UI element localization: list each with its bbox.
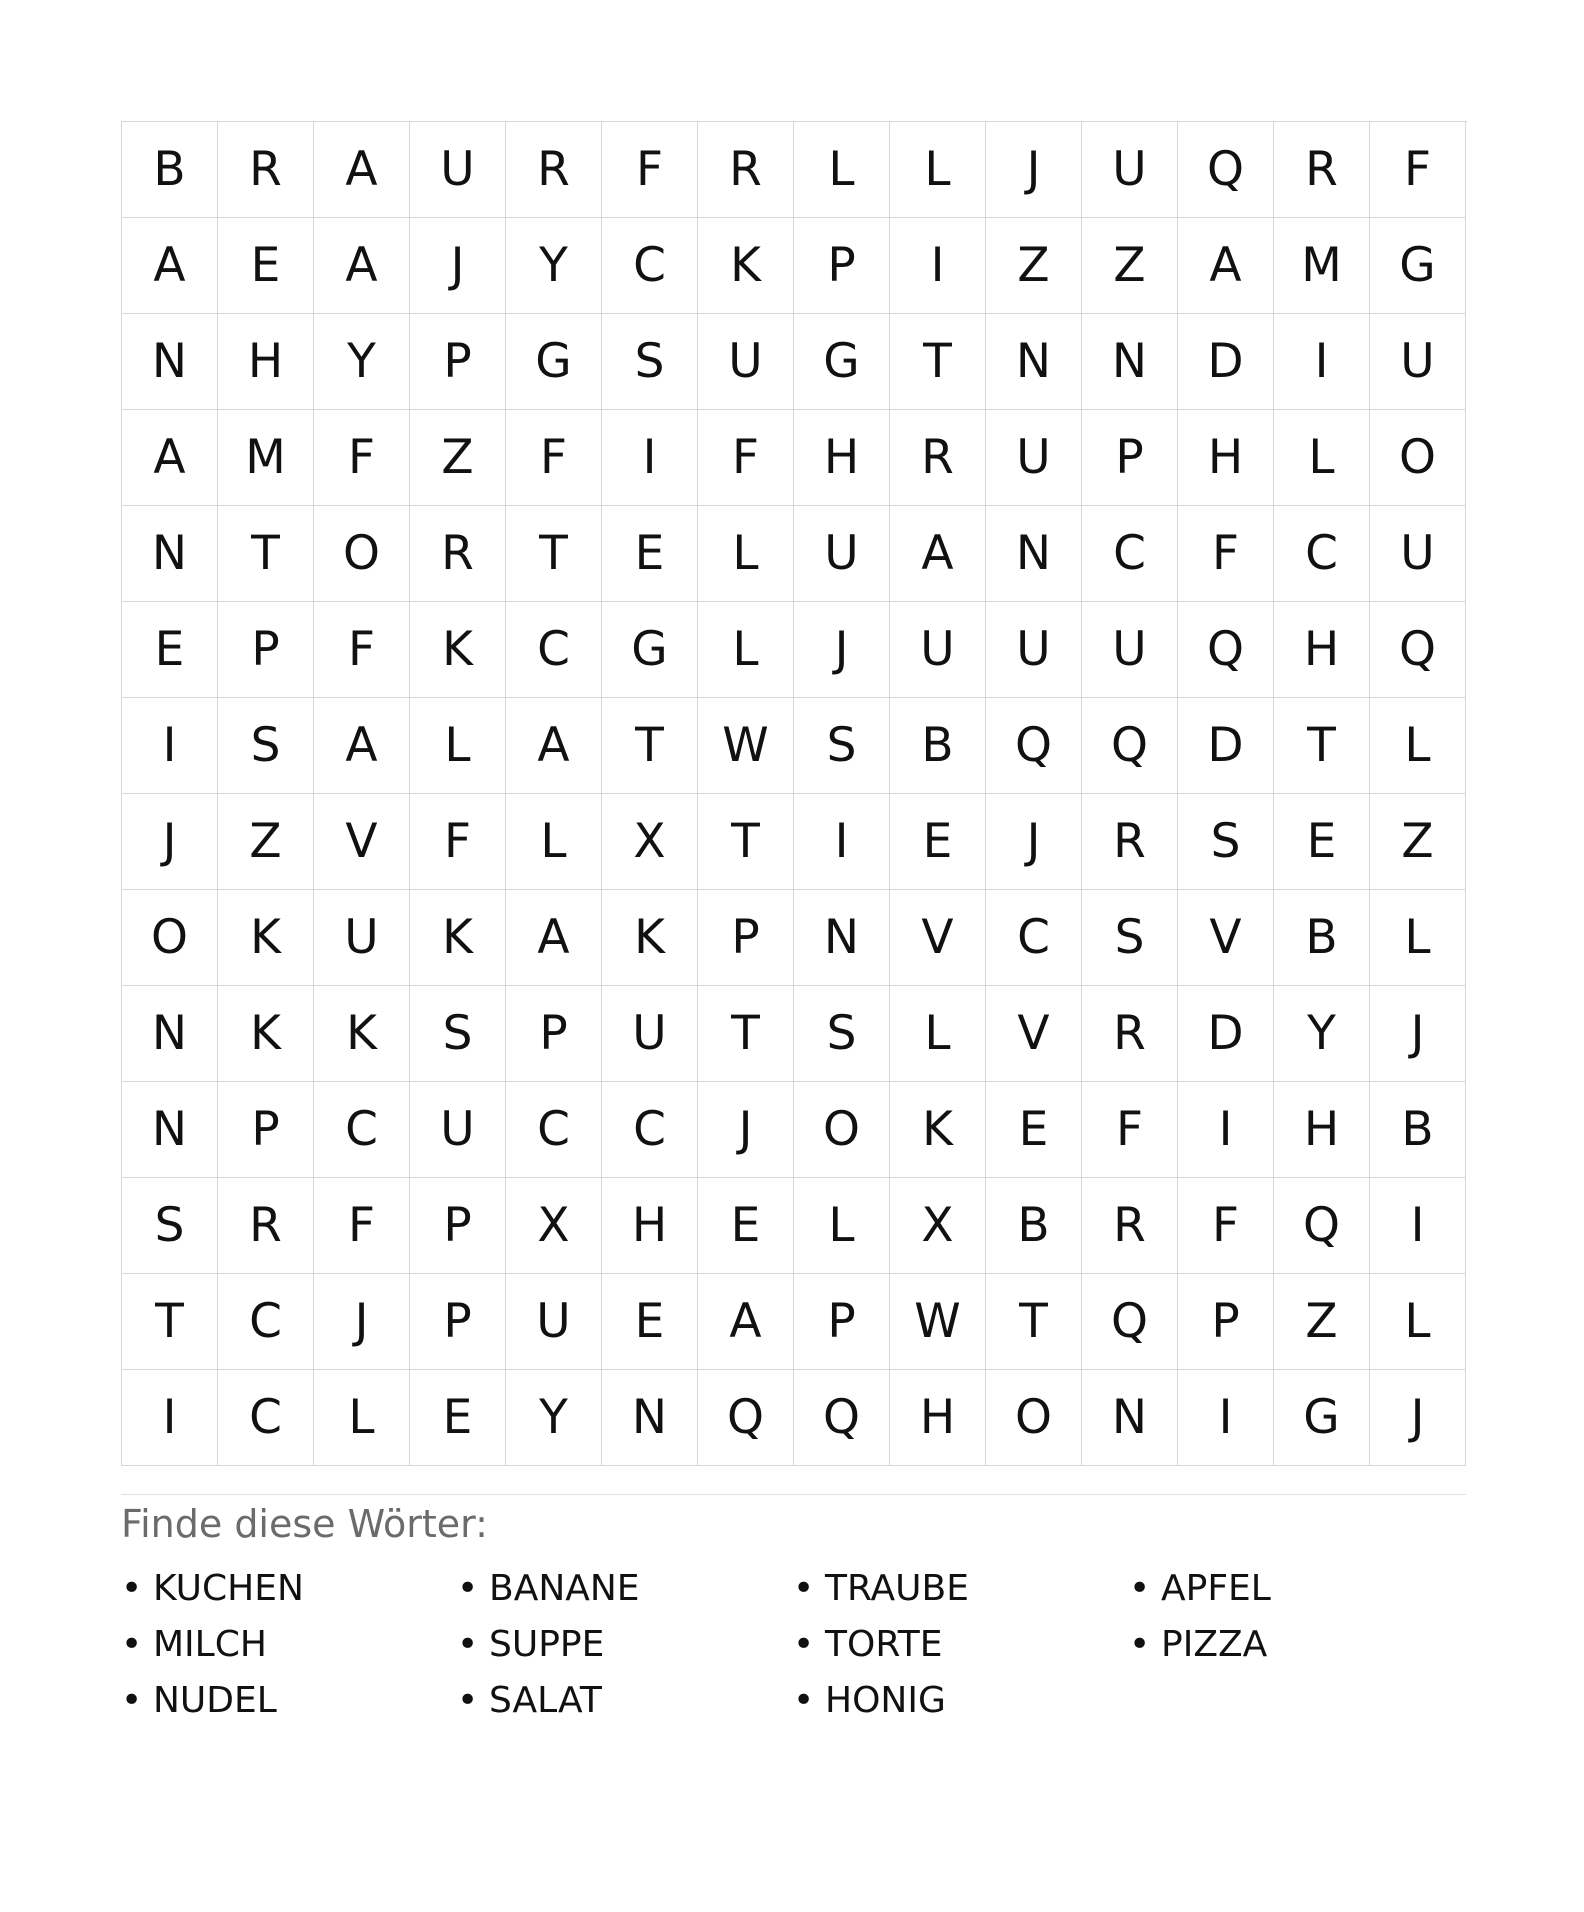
bullet-icon: • — [457, 1679, 479, 1721]
grid-cell[interactable]: P — [410, 314, 506, 410]
grid-cell[interactable]: U — [794, 506, 890, 602]
grid-cell[interactable]: R — [218, 122, 314, 218]
grid-cell[interactable]: I — [794, 794, 890, 890]
letter-grid[interactable] — [121, 121, 1467, 1466]
grid-cell[interactable]: J — [410, 218, 506, 314]
grid-cell[interactable]: A — [314, 698, 410, 794]
grid-cell[interactable]: O — [122, 890, 218, 986]
grid-cell[interactable]: L — [506, 794, 602, 890]
grid-cell[interactable]: U — [890, 602, 986, 698]
grid-cell[interactable]: F — [1370, 122, 1466, 218]
grid-cell[interactable]: N — [122, 1082, 218, 1178]
grid-cell[interactable]: V — [890, 890, 986, 986]
grid-cell[interactable]: C — [506, 602, 602, 698]
grid-cell[interactable]: O — [314, 506, 410, 602]
word-label: KUCHEN — [153, 1567, 304, 1609]
grid-cell[interactable]: N — [794, 890, 890, 986]
grid-cell[interactable]: V — [1178, 890, 1274, 986]
word-label: TRAUBE — [825, 1567, 969, 1609]
grid-cell[interactable]: A — [890, 506, 986, 602]
grid-cell[interactable]: D — [1178, 698, 1274, 794]
grid-cell[interactable]: H — [1274, 1082, 1370, 1178]
grid-cell[interactable]: K — [602, 890, 698, 986]
grid-cell[interactable]: M — [218, 410, 314, 506]
grid-cell[interactable]: L — [314, 1370, 410, 1466]
word-label: MILCH — [153, 1623, 267, 1665]
grid-cell[interactable]: L — [890, 986, 986, 1082]
grid-cell[interactable]: Z — [1082, 218, 1178, 314]
grid-cell[interactable]: Y — [1274, 986, 1370, 1082]
grid-cell[interactable]: N — [122, 314, 218, 410]
bullet-icon: • — [793, 1679, 815, 1721]
grid-cell[interactable]: H — [1274, 602, 1370, 698]
grid-cell[interactable]: T — [122, 1274, 218, 1370]
grid-cell[interactable]: A — [314, 218, 410, 314]
grid-cell[interactable]: J — [1370, 1370, 1466, 1466]
grid-cell[interactable]: Q — [1082, 1274, 1178, 1370]
word-list-item — [793, 1616, 1129, 1672]
bullet-icon: • — [793, 1567, 815, 1609]
grid-cell[interactable]: R — [890, 410, 986, 506]
grid-cell[interactable]: U — [410, 122, 506, 218]
grid-cell[interactable]: U — [602, 986, 698, 1082]
grid-cell[interactable]: F — [314, 1178, 410, 1274]
divider — [121, 1494, 1466, 1495]
grid-cell[interactable]: F — [314, 602, 410, 698]
grid-cell[interactable]: C — [1274, 506, 1370, 602]
grid-cell[interactable]: T — [1274, 698, 1370, 794]
bullet-icon: • — [121, 1567, 143, 1609]
grid-cell[interactable]: T — [698, 794, 794, 890]
grid-cell[interactable]: U — [698, 314, 794, 410]
grid-cell[interactable]: E — [602, 506, 698, 602]
grid-cell[interactable]: X — [602, 794, 698, 890]
grid-cell[interactable]: J — [986, 122, 1082, 218]
grid-cell[interactable]: H — [218, 314, 314, 410]
grid-cell[interactable]: J — [986, 794, 1082, 890]
grid-cell[interactable]: Q — [1178, 122, 1274, 218]
grid-cell[interactable]: A — [1178, 218, 1274, 314]
grid-cell[interactable]: T — [986, 1274, 1082, 1370]
grid-cell[interactable]: T — [218, 506, 314, 602]
grid-cell[interactable]: A — [506, 698, 602, 794]
grid-cell[interactable]: J — [1370, 986, 1466, 1082]
grid-cell[interactable]: C — [602, 1082, 698, 1178]
grid-cell[interactable]: K — [890, 1082, 986, 1178]
grid-cell[interactable]: I — [890, 218, 986, 314]
grid-cell[interactable]: B — [1370, 1082, 1466, 1178]
grid-cell[interactable]: N — [1082, 1370, 1178, 1466]
grid-cell[interactable]: U — [1370, 314, 1466, 410]
grid-cell[interactable]: I — [1274, 314, 1370, 410]
grid-cell[interactable]: B — [1274, 890, 1370, 986]
grid-cell[interactable]: J — [698, 1082, 794, 1178]
grid-cell[interactable]: O — [986, 1370, 1082, 1466]
word-list-item — [1129, 1560, 1465, 1616]
grid-cell[interactable]: F — [410, 794, 506, 890]
grid-cell[interactable]: S — [794, 986, 890, 1082]
grid-cell[interactable]: L — [794, 1178, 890, 1274]
grid-cell[interactable]: K — [698, 218, 794, 314]
grid-cell[interactable]: L — [410, 698, 506, 794]
grid-cell[interactable]: Q — [1082, 698, 1178, 794]
grid-cell[interactable]: U — [986, 602, 1082, 698]
grid-cell[interactable]: P — [698, 890, 794, 986]
grid-cell[interactable]: L — [1370, 1274, 1466, 1370]
bullet-icon: • — [1129, 1623, 1151, 1665]
grid-cell[interactable]: J — [314, 1274, 410, 1370]
word-label: BANANE — [489, 1567, 640, 1609]
grid-cell[interactable]: E — [890, 794, 986, 890]
grid-cell[interactable]: W — [698, 698, 794, 794]
bullet-icon: • — [121, 1679, 143, 1721]
word-label: TORTE — [825, 1623, 943, 1665]
grid-cell[interactable]: T — [890, 314, 986, 410]
grid-cell[interactable]: U — [986, 410, 1082, 506]
grid-cell[interactable]: C — [1082, 506, 1178, 602]
grid-cell[interactable]: S — [218, 698, 314, 794]
grid-cell[interactable]: W — [890, 1274, 986, 1370]
bullet-icon: • — [121, 1623, 143, 1665]
grid-cell[interactable]: Q — [698, 1370, 794, 1466]
grid-cell[interactable]: P — [218, 1082, 314, 1178]
grid-cell[interactable]: V — [986, 986, 1082, 1082]
grid-cell[interactable]: G — [1274, 1370, 1370, 1466]
grid-cell[interactable]: L — [794, 122, 890, 218]
grid-cell[interactable]: E — [986, 1082, 1082, 1178]
grid-cell[interactable]: F — [314, 410, 410, 506]
grid-cell[interactable]: S — [794, 698, 890, 794]
grid-cell[interactable]: U — [1082, 122, 1178, 218]
grid-cell[interactable]: C — [314, 1082, 410, 1178]
grid-cell[interactable]: R — [698, 122, 794, 218]
grid-cell[interactable]: G — [794, 314, 890, 410]
word-search-puzzle — [121, 121, 1466, 1728]
grid-cell[interactable]: G — [1370, 218, 1466, 314]
grid-cell[interactable]: F — [506, 410, 602, 506]
word-label: HONIG — [825, 1679, 946, 1721]
grid-cell[interactable]: E — [410, 1370, 506, 1466]
grid-cell[interactable]: K — [218, 890, 314, 986]
grid-cell[interactable]: S — [602, 314, 698, 410]
grid-cell[interactable]: I — [122, 698, 218, 794]
grid-cell[interactable]: R — [1082, 986, 1178, 1082]
grid-cell[interactable]: Y — [314, 314, 410, 410]
grid-cell[interactable]: Z — [410, 410, 506, 506]
grid-cell[interactable]: N — [122, 506, 218, 602]
grid-cell[interactable]: F — [602, 122, 698, 218]
grid-cell[interactable]: G — [506, 314, 602, 410]
word-list — [121, 1560, 1466, 1728]
grid-cell[interactable]: Z — [218, 794, 314, 890]
word-label: NUDEL — [153, 1679, 277, 1721]
word-list-prompt: Finde diese Wörter: — [121, 1502, 488, 1546]
word-list-item — [457, 1616, 793, 1672]
grid-cell[interactable]: Q — [1274, 1178, 1370, 1274]
grid-cell[interactable]: Q — [1178, 602, 1274, 698]
grid-cell[interactable]: P — [794, 218, 890, 314]
grid-cell[interactable]: F — [698, 410, 794, 506]
grid-cell[interactable]: I — [122, 1370, 218, 1466]
grid-cell[interactable]: V — [314, 794, 410, 890]
grid-cell[interactable]: A — [314, 122, 410, 218]
grid-cell[interactable]: L — [698, 602, 794, 698]
grid-cell[interactable]: R — [1274, 122, 1370, 218]
grid-cell[interactable]: E — [218, 218, 314, 314]
grid-cell[interactable]: L — [1370, 890, 1466, 986]
grid-cell[interactable]: P — [1178, 1274, 1274, 1370]
grid-cell[interactable]: C — [218, 1274, 314, 1370]
grid-cell[interactable]: T — [602, 698, 698, 794]
grid-cell[interactable]: K — [314, 986, 410, 1082]
grid-cell[interactable]: Q — [794, 1370, 890, 1466]
grid-cell[interactable]: S — [1178, 794, 1274, 890]
grid-cell[interactable]: Q — [986, 698, 1082, 794]
grid-cell[interactable]: H — [1178, 410, 1274, 506]
bullet-icon: • — [457, 1567, 479, 1609]
grid-cell[interactable]: T — [506, 506, 602, 602]
grid-cell[interactable]: Q — [1370, 602, 1466, 698]
grid-cell[interactable]: C — [986, 890, 1082, 986]
grid-cell[interactable]: S — [410, 986, 506, 1082]
grid-cell[interactable]: B — [986, 1178, 1082, 1274]
word-list-item — [121, 1616, 457, 1672]
word-list-item — [457, 1560, 793, 1616]
grid-cell[interactable]: N — [986, 314, 1082, 410]
grid-cell[interactable]: H — [794, 410, 890, 506]
word-label: SUPPE — [489, 1623, 605, 1665]
bullet-icon: • — [457, 1623, 479, 1665]
grid-cell[interactable]: I — [1370, 1178, 1466, 1274]
grid-cell[interactable]: L — [1274, 410, 1370, 506]
grid-cell[interactable]: X — [890, 1178, 986, 1274]
grid-cell[interactable]: L — [1370, 698, 1466, 794]
grid-cell[interactable]: P — [794, 1274, 890, 1370]
word-list-item — [1129, 1616, 1465, 1672]
grid-cell[interactable]: T — [698, 986, 794, 1082]
grid-cell[interactable]: E — [1274, 794, 1370, 890]
word-list-item — [121, 1560, 457, 1616]
word-list-item — [121, 1672, 457, 1728]
grid-cell[interactable]: M — [1274, 218, 1370, 314]
grid-cell[interactable]: Y — [506, 1370, 602, 1466]
grid-cell[interactable]: I — [1178, 1370, 1274, 1466]
word-label: PIZZA — [1161, 1623, 1268, 1665]
grid-cell[interactable]: P — [218, 602, 314, 698]
grid-cell[interactable]: Z — [1274, 1274, 1370, 1370]
grid-cell[interactable]: P — [410, 1178, 506, 1274]
grid-cell[interactable]: K — [410, 602, 506, 698]
grid-cell[interactable]: P — [1082, 410, 1178, 506]
grid-cell[interactable]: R — [506, 122, 602, 218]
grid-cell[interactable]: L — [698, 506, 794, 602]
grid-cell[interactable]: F — [1178, 506, 1274, 602]
grid-cell[interactable]: H — [890, 1370, 986, 1466]
grid-cell[interactable]: I — [602, 410, 698, 506]
grid-cell[interactable]: N — [602, 1370, 698, 1466]
grid-cell[interactable]: E — [602, 1274, 698, 1370]
grid-cell[interactable]: K — [410, 890, 506, 986]
grid-cell[interactable]: R — [1082, 794, 1178, 890]
grid-cell[interactable]: U — [1082, 602, 1178, 698]
grid-cell[interactable]: D — [1178, 986, 1274, 1082]
grid-cell[interactable]: U — [1370, 506, 1466, 602]
grid-cell[interactable]: U — [314, 890, 410, 986]
grid-cell[interactable]: N — [122, 986, 218, 1082]
grid-cell[interactable]: O — [794, 1082, 890, 1178]
grid-cell[interactable]: S — [122, 1178, 218, 1274]
grid-cell[interactable]: Z — [986, 218, 1082, 314]
grid-cell[interactable]: L — [890, 122, 986, 218]
grid-cell[interactable]: B — [122, 122, 218, 218]
grid-cell[interactable]: R — [218, 1178, 314, 1274]
grid-cell[interactable]: Z — [1370, 794, 1466, 890]
grid-cell[interactable]: X — [506, 1178, 602, 1274]
grid-cell[interactable]: D — [1178, 314, 1274, 410]
grid-cell[interactable]: U — [506, 1274, 602, 1370]
word-list-item — [793, 1560, 1129, 1616]
word-label: SALAT — [489, 1679, 602, 1721]
grid-cell[interactable]: A — [122, 218, 218, 314]
grid-cell[interactable]: F — [1178, 1178, 1274, 1274]
word-label: APFEL — [1161, 1567, 1271, 1609]
grid-cell[interactable]: A — [506, 890, 602, 986]
grid-cell[interactable]: C — [506, 1082, 602, 1178]
grid-cell[interactable]: U — [410, 1082, 506, 1178]
grid-cell[interactable]: J — [122, 794, 218, 890]
grid-cell[interactable]: E — [122, 602, 218, 698]
bullet-icon: • — [793, 1623, 815, 1665]
word-list-item — [793, 1672, 1129, 1728]
grid-cell[interactable]: O — [1370, 410, 1466, 506]
grid-cell[interactable]: K — [218, 986, 314, 1082]
bullet-icon: • — [1129, 1567, 1151, 1609]
grid-cell[interactable]: F — [1082, 1082, 1178, 1178]
grid-cell[interactable]: P — [506, 986, 602, 1082]
grid-cell[interactable]: R — [1082, 1178, 1178, 1274]
grid-cell[interactable]: R — [410, 506, 506, 602]
grid-cell[interactable]: I — [1178, 1082, 1274, 1178]
grid-cell[interactable]: S — [1082, 890, 1178, 986]
grid-cell[interactable]: G — [602, 602, 698, 698]
grid-cell[interactable]: C — [602, 218, 698, 314]
grid-cell[interactable]: Y — [506, 218, 602, 314]
grid-cell[interactable]: E — [698, 1178, 794, 1274]
grid-cell[interactable]: N — [986, 506, 1082, 602]
grid-cell[interactable]: A — [122, 410, 218, 506]
word-list-item — [457, 1672, 793, 1728]
grid-cell[interactable]: P — [410, 1274, 506, 1370]
grid-cell[interactable]: J — [794, 602, 890, 698]
grid-cell[interactable]: C — [218, 1370, 314, 1466]
grid-cell[interactable]: N — [1082, 314, 1178, 410]
grid-cell[interactable]: A — [698, 1274, 794, 1370]
grid-cell[interactable]: B — [890, 698, 986, 794]
grid-cell[interactable]: H — [602, 1178, 698, 1274]
